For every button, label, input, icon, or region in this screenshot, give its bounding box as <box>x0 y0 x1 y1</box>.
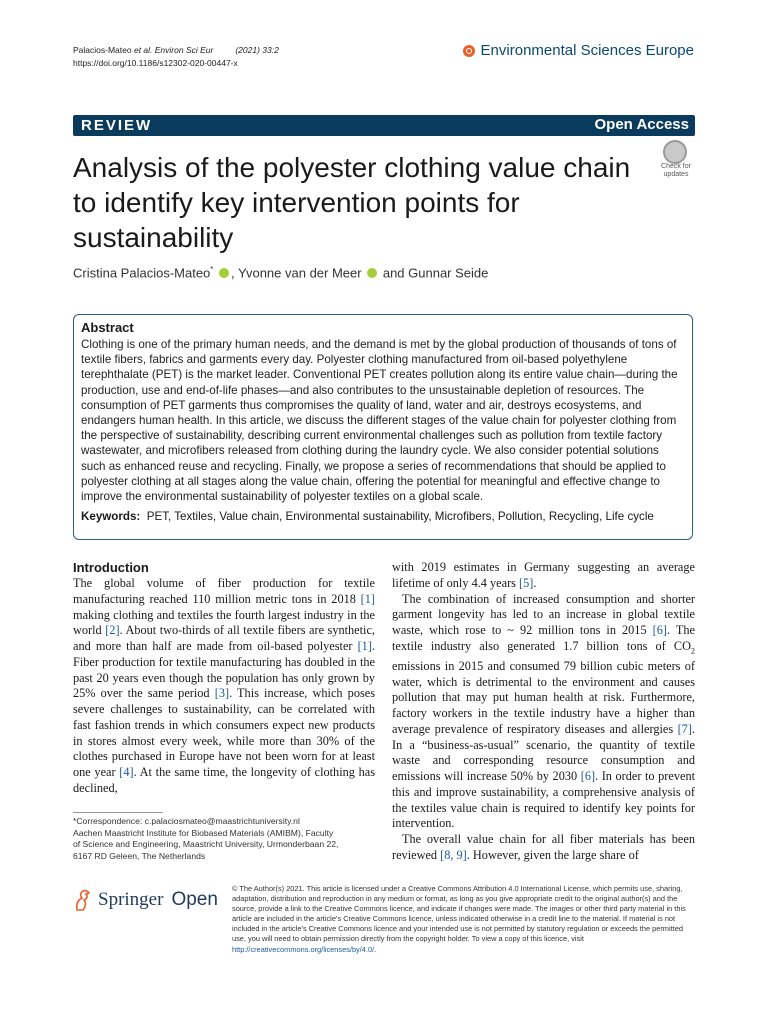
keywords-label: Keywords: <box>81 510 141 524</box>
keywords-list: PET, Textiles, Value chain, Environmental sustainability, Microfibers, Pollution, Recycling, Life cycle <box>146 510 654 524</box>
journal-logo-icon <box>463 45 475 57</box>
publisher-name: Springer <box>98 889 164 910</box>
orcid-icon[interactable] <box>219 268 229 278</box>
citation-journal: et al. Environ Sci Eur <box>133 45 214 55</box>
open-access-badge: Open Access <box>594 116 689 133</box>
author-name[interactable]: and Gunnar Seide <box>379 265 489 281</box>
citation-authors: Palacios-Mateo <box>73 45 132 55</box>
check-updates-label: Check for updates <box>661 163 691 178</box>
correspondence-footnote: *Correspondence: c.palaciosmateo@maastrichtuniversity.nl Aachen Maastricht Institute for Biobased Materials (AMIBM), Faculty of Science and Engineering, Maastricht University, Urmonderbaan 22, 6167 RD Geleen, The Netherlands <box>73 816 373 862</box>
article-type: REVIEW <box>81 117 153 134</box>
section-heading: Introduction <box>73 560 149 575</box>
citation-link[interactable]: [1] <box>357 639 372 653</box>
body-column-right <box>392 560 695 864</box>
citation-link[interactable]: [2] <box>105 623 120 638</box>
springer-open-logo <box>73 888 218 912</box>
citation-link[interactable]: [6] <box>652 623 667 637</box>
author-name[interactable]: Cristina Palacios-Mateo <box>73 265 211 281</box>
body-paragraph: with 2019 estimates in Germany suggesting an average lifetime of only 4.4 years [5]. <box>392 560 695 590</box>
citation-link[interactable]: [6] <box>580 769 596 784</box>
citation-link[interactable]: [5] <box>519 575 534 590</box>
correspondence-email[interactable]: *Correspondence: c.palaciosmateo@maastrichtuniversity.nl <box>73 816 300 826</box>
author-list <box>73 265 488 280</box>
citation-link[interactable]: [1] <box>360 591 375 606</box>
license-text: © The Author(s) 2021. This article is licensed under a Creative Commons Attribution 4.0 International License, which permits use, sharing, adaptation, distribution and reproduction in any medium or format, as long as you give appropriate credit to the original author(s) and the source, provide a link to the Creative Commons licence, and indicate if changes were made. The images or other third party material in this article are included in the article’s Creative Commons licence, unless indicated otherwise in a credit line to the material. If material is not included in the article’s Creative Commons licence and your intended use is not permitted by statutory regulation or exceeds the permitted use, you will need to obtain permission directly from the copyright holder. To view a copy of this licence, visit http://creativecommons.org/licenses/by/4.0/. <box>232 884 686 954</box>
abstract-text: Clothing is one of the primary human needs, and the demand is met by the global production of thousands of tons of textile fibers, fabrics and garments every day. Polyester clothing manufactured from oil-based polyethylene terephthalate (PET) is the market leader. Conventional PET creates pollution along its entire value chain—during the production, use and end-of-life phases—and also contributes to the unsustainable depletion of resources. The consumption of PET garments thus compromises the quality of land, water and air, destroys ecosystems, and endangers human health. In this article, we discuss the different stages of the value chain for polyester clothing from the perspective of sustainability, describing current environmental challenges such as pollution from textile factory wastewater, and microfibers released from clothing during the laundry cycle. We also consider potential solutions such as enhanced reuse and recycling. Finally, we propose a series of recommendations that should be applied to polyester clothing at all stages along the value chain, offering the potential for meaningful and effective change to improve the environmental sustainability of polyester textiles on a global scale. <box>81 338 678 504</box>
check-updates-icon <box>663 140 687 164</box>
citation-link[interactable]: [3] <box>214 686 230 701</box>
citation-year-volume: (2021) 33:2 <box>235 45 279 55</box>
check-for-updates-button[interactable] <box>655 140 697 182</box>
springer-horse-icon <box>73 888 93 912</box>
footnote-divider <box>73 812 163 813</box>
citation-link[interactable]: [8, 9] <box>440 847 467 862</box>
body-paragraph: The combination of increased consumption and shorter garment longevity has led to an increase in global textile waste, which rose to ~ 92 million tons in 2015 [6]. The textile industry also generated 1.7 billion tons of $CO_2$ emissions in 2015 and consumed 79 billion cubic meters of water, which is detrimental to the environment and causes pollution that may put human health at risk. Furthermore, factory workers in the textile industry have a higher than average prevalence of respiratory diseases and allergies [7]. In a “business-as-usual” scenario, the quantity of textile waste and corresponding resource consumption and emissions will increase 50% by 2030 [6]. In order to prevent this and improve sustainability, a comprehensive analysis of the textiles value chain is required to identify key points for intervention. <box>392 591 696 831</box>
journal-name: Environmental Sciences Europe <box>480 42 694 59</box>
citation-header <box>73 44 279 70</box>
keywords <box>81 509 685 524</box>
article-type-banner <box>73 115 695 136</box>
journal-brand <box>463 42 694 59</box>
orcid-icon[interactable] <box>367 268 377 278</box>
body-column-left <box>73 560 375 797</box>
body-paragraph: The global volume of fiber production for textile manufacturing reached 110 million metric tons in 2018 [1] making clothing and textiles the fourth largest industry in the world [2]. About two-thirds of all textile fibers are synthetic, and more than half are made from oil-based polyester [1]. Fiber production for textile manufacturing has doubled in the past 20 years even though the population has only grown by 25% over the same period [3]. This increase, which poses severe challenges to sustainability, can be correlated with fast fashion trends in which consumers expect new products in stores almost every week, while more than 30% of the clothes purchased in Europe have not been worn for at least one year [4]. At the same time, the longevity of clothing has declined, <box>73 576 376 795</box>
author-name[interactable]: , Yvonne van der Meer <box>231 265 362 281</box>
citation-link[interactable]: [4] <box>119 765 134 779</box>
corresponding-mark: * <box>210 265 214 274</box>
article-title: Analysis of the polyester clothing value chain to identify key intervention points for sustainability <box>73 152 631 253</box>
citation-link[interactable]: [7] <box>677 721 692 736</box>
body-paragraph: The overall value chain for all fiber materials has been reviewed [8, 9]. However, given the large share of <box>392 832 695 862</box>
abstract-heading: Abstract <box>81 320 134 335</box>
license-link[interactable]: http://creativecommons.org/licenses/by/4.0/ <box>232 944 375 954</box>
doi-link[interactable]: https://doi.org/10.1186/s12302-020-00447-x <box>73 58 238 68</box>
abstract-box <box>73 314 693 540</box>
publisher-open: Open <box>171 889 218 910</box>
